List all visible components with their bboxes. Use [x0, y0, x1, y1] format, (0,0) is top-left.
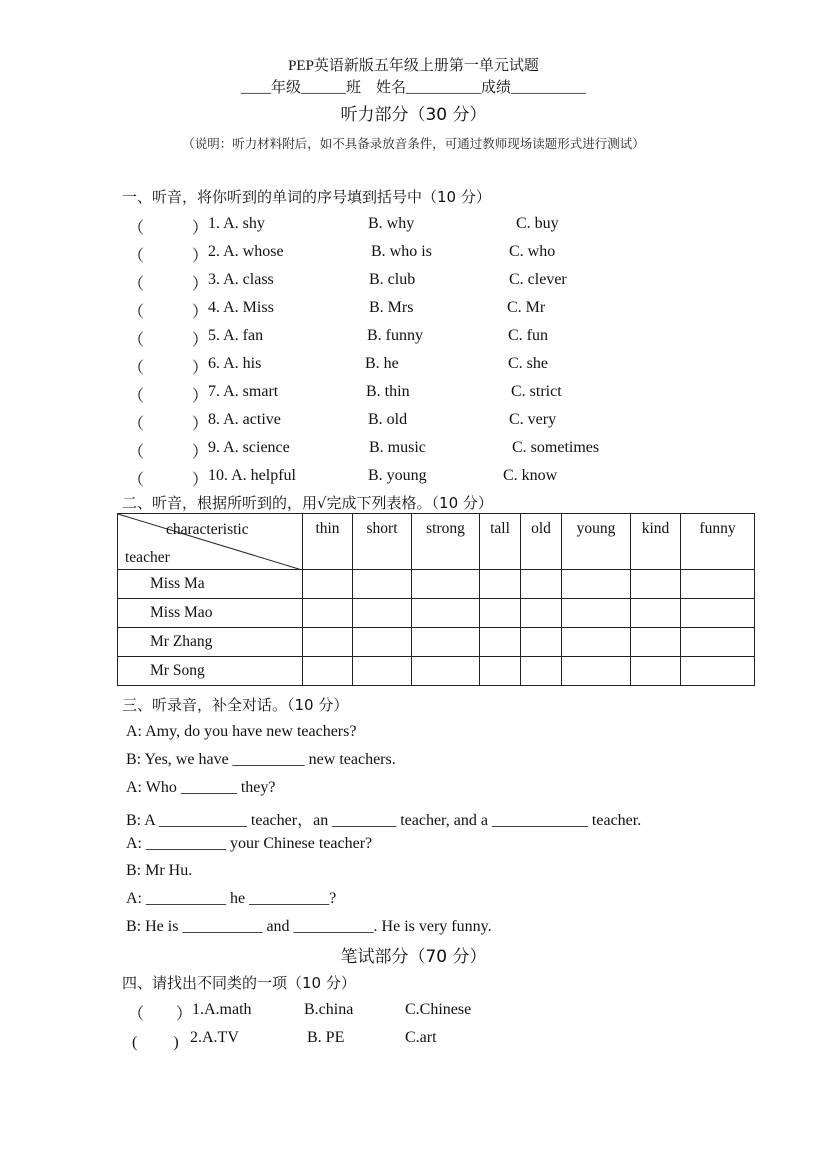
option-c: C. who [509, 243, 556, 260]
option-b: B. funny [367, 327, 423, 344]
check-cell[interactable] [631, 657, 681, 686]
option-b: B. young [368, 467, 427, 484]
option-b: B. old [368, 411, 408, 428]
table-corner-cell [118, 514, 303, 570]
check-cell[interactable] [353, 599, 412, 628]
check-cell[interactable] [480, 657, 521, 686]
option-b: B. why [368, 215, 415, 232]
check-cell[interactable] [521, 599, 562, 628]
check-cell[interactable] [562, 628, 631, 657]
check-cell[interactable] [521, 570, 562, 599]
column-header: old [521, 514, 562, 570]
table-row [118, 599, 755, 628]
dialogue-line[interactable]: B: Yes, we have _________ new teachers. [126, 751, 396, 768]
column-header: short [353, 514, 412, 570]
student-info-line: ____年级______班 姓名__________成绩__________ [240, 80, 586, 96]
option-c: C.Chinese [405, 1001, 472, 1018]
option-a: 1.A.math [192, 1001, 252, 1018]
option-a: 10. A. helpful [208, 467, 296, 484]
column-header: funny [681, 514, 755, 570]
check-cell[interactable] [412, 599, 480, 628]
option-c: C. know [503, 467, 558, 484]
answer-paren[interactable]: （ ） [128, 388, 209, 405]
dialogue-line: A: Amy, do you have new teachers? [126, 723, 357, 740]
part1-title: 一、听音，将你听到的单词的序号填到括号中（10 分） [122, 188, 491, 206]
dialogue-line[interactable]: A: __________ your Chinese teacher? [126, 835, 373, 852]
option-b: B. thin [366, 383, 410, 400]
check-cell[interactable] [631, 570, 681, 599]
answer-paren[interactable]: （ ） [128, 444, 209, 461]
part3-title: 三、听录音，补全对话。（10 分） [122, 696, 349, 714]
teacher-name: Mr Zhang [118, 628, 303, 657]
check-cell[interactable] [681, 628, 755, 657]
check-cell[interactable] [412, 628, 480, 657]
answer-paren[interactable]: （ ） [128, 1006, 193, 1023]
answer-paren[interactable]: （ ） [128, 332, 209, 349]
part2-title: 二、听音，根据所听到的，用√完成下列表格。（10 分） [122, 494, 493, 512]
part4-title: 四、请找出不同类的一项（10 分） [122, 974, 356, 992]
corner-label-characteristic: characteristic [166, 521, 249, 538]
answer-paren[interactable]: ( ) [132, 1034, 179, 1051]
check-cell[interactable] [303, 570, 353, 599]
answer-paren[interactable]: （ ） [128, 304, 209, 321]
dialogue-line: B: Mr Hu. [126, 862, 193, 879]
check-cell[interactable] [303, 628, 353, 657]
option-c: C. fun [508, 327, 548, 344]
check-cell[interactable] [303, 599, 353, 628]
table-header-row [118, 514, 755, 570]
option-a: 3. A. class [208, 271, 274, 288]
option-b: B.china [304, 1001, 354, 1018]
option-c: C. clever [509, 271, 567, 288]
column-header: tall [480, 514, 521, 570]
check-cell[interactable] [412, 570, 480, 599]
check-cell[interactable] [631, 628, 681, 657]
option-a: 6. A. his [208, 355, 262, 372]
check-cell[interactable] [681, 570, 755, 599]
check-cell[interactable] [681, 657, 755, 686]
option-c: C. Mr [507, 299, 546, 316]
option-a: 8. A. active [208, 411, 281, 428]
check-cell[interactable] [353, 628, 412, 657]
option-a: 5. A. fan [208, 327, 264, 344]
teacher-name: Miss Mao [118, 599, 303, 628]
answer-paren[interactable]: （ ） [128, 276, 209, 293]
option-a: 7. A. smart [208, 383, 279, 400]
answer-paren[interactable]: （ ） [128, 248, 209, 265]
dialogue-line[interactable]: B: A ___________ teacher，an ________ teacher, and a ____________ teacher. [126, 812, 642, 829]
option-a: 1. A. shy [208, 215, 265, 232]
option-b: B. music [369, 439, 426, 456]
corner-label-teacher: teacher [125, 549, 170, 566]
check-cell[interactable] [353, 657, 412, 686]
answer-paren[interactable]: （ ） [128, 360, 209, 377]
option-c: C. strict [511, 383, 562, 400]
dialogue-line[interactable]: A: Who _______ they? [126, 779, 276, 796]
option-c: C.art [405, 1029, 437, 1046]
option-a: 9. A. science [208, 439, 290, 456]
check-cell[interactable] [562, 570, 631, 599]
dialogue-line[interactable]: B: He is __________ and __________. He is very funny. [126, 918, 492, 935]
check-cell[interactable] [562, 657, 631, 686]
page-title: PEP英语新版五年级上册第一单元试题 [288, 58, 539, 74]
check-cell[interactable] [353, 570, 412, 599]
option-c: C. she [508, 355, 548, 372]
teacher-name: Miss Ma [118, 570, 303, 599]
characteristic-table [117, 513, 755, 686]
column-header: young [562, 514, 631, 570]
teacher-name: Mr Song [118, 657, 303, 686]
answer-paren[interactable]: （ ） [128, 220, 209, 237]
column-header: strong [412, 514, 480, 570]
option-b: B. he [365, 355, 399, 372]
check-cell[interactable] [521, 628, 562, 657]
option-a: 2. A. whose [208, 243, 284, 260]
listening-note: （说明：听力材料附后，如不具备录放音条件，可通过教师现场读题形式进行测试） [182, 136, 645, 151]
option-c: C. buy [516, 215, 559, 232]
written-heading: 笔试部分（70 分） [340, 947, 487, 967]
check-cell[interactable] [521, 657, 562, 686]
answer-paren[interactable]: （ ） [128, 472, 209, 489]
option-a: 2.A.TV [190, 1029, 239, 1046]
option-b: B. Mrs [369, 299, 414, 316]
column-header: thin [303, 514, 353, 570]
dialogue-line[interactable]: A: __________ he __________? [126, 890, 337, 907]
table-row [118, 570, 755, 599]
check-cell[interactable] [562, 599, 631, 628]
check-cell[interactable] [631, 599, 681, 628]
listening-heading: 听力部分（30 分） [340, 105, 487, 125]
check-cell[interactable] [480, 628, 521, 657]
check-cell[interactable] [681, 599, 755, 628]
option-a: 4. A. Miss [208, 299, 274, 316]
option-c: C. sometimes [512, 439, 600, 456]
option-b: B. who is [371, 243, 432, 260]
table-row [118, 628, 755, 657]
option-b: B. PE [307, 1029, 345, 1046]
option-b: B. club [369, 271, 416, 288]
option-c: C. very [509, 411, 557, 428]
check-cell[interactable] [303, 657, 353, 686]
check-cell[interactable] [480, 599, 521, 628]
table-row [118, 657, 755, 686]
column-header: kind [631, 514, 681, 570]
answer-paren[interactable]: （ ） [128, 416, 209, 433]
check-cell[interactable] [412, 657, 480, 686]
check-cell[interactable] [480, 570, 521, 599]
